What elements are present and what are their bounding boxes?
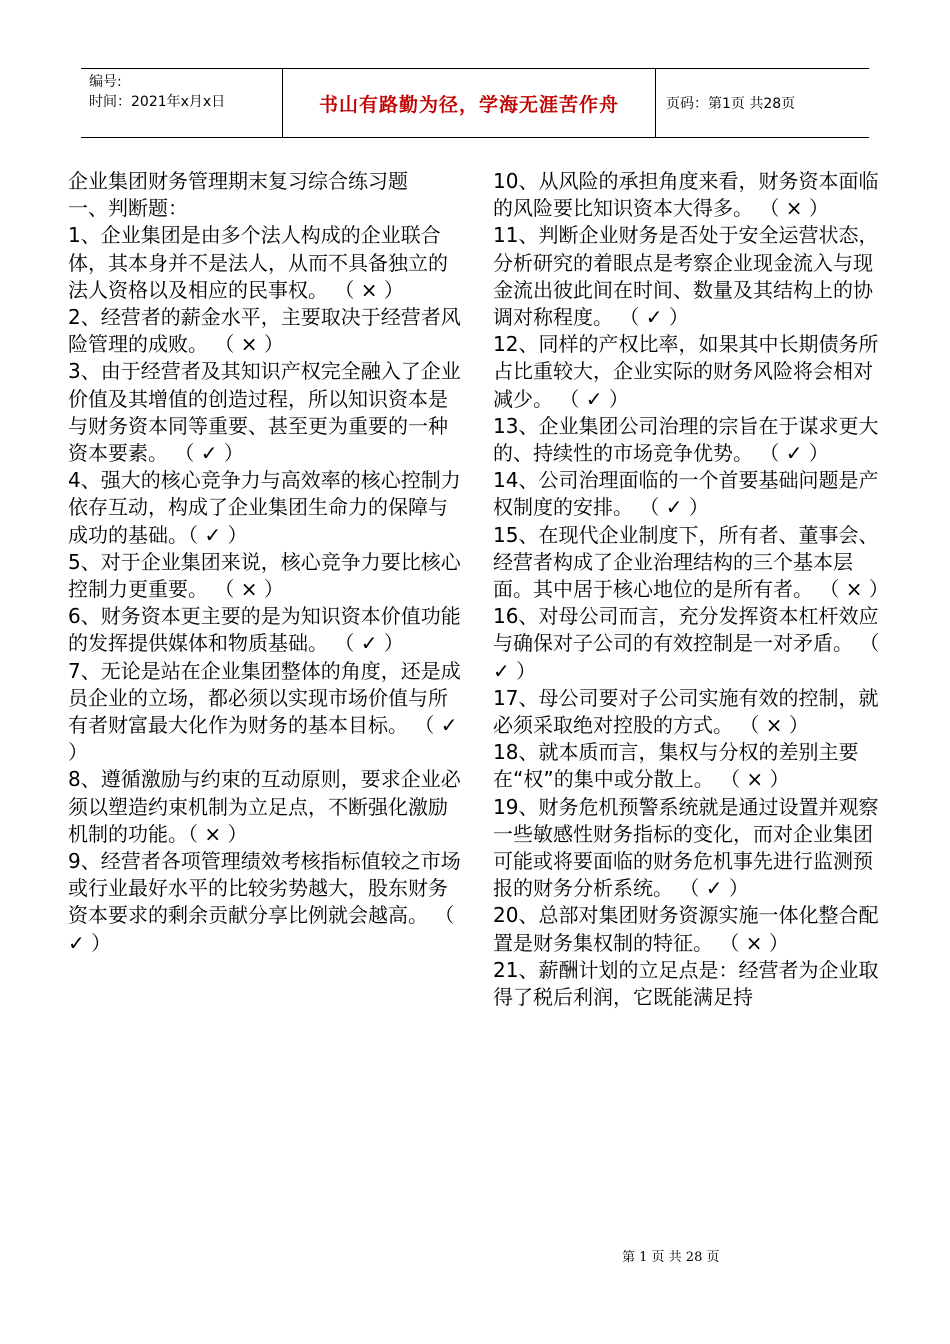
question-item: 21、薪酬计划的立足点是：经营者为企业取得了税后利润，它既能满足持 — [493, 957, 879, 1010]
question-item: 20、总部对集团财务资源实施一体化整合配置是财务集权制的特征。 （ × ） — [493, 903, 879, 955]
question-item: 16、对母公司而言，充分发挥资本杠杆效应与确保对子公司的有效控制是一对矛盾。 （ ✓ ） — [493, 604, 880, 683]
header-meta — [81, 69, 283, 137]
page-header — [81, 68, 869, 138]
question-item: 13、企业集团公司治理的宗旨在于谋求更大的、持续性的市场竞争优势。 （ ✓ ） — [493, 413, 879, 466]
question-item: 8、遵循激励与约束的互动原则，要求企业必须以塑造约束机制为立足点，不断强化激励机制的功能。（ × ） — [68, 767, 461, 846]
question-item: 7、无论是站在企业集团整体的角度，还是成员企业的立场，都必须以实现市场价值与所有者财富最大化作为财务的基本目标。 （ ✓ ） — [68, 658, 461, 765]
question-item: 17、母公司要对子公司实施有效的控制，就必须采取绝对控股的方式。 （ × ） — [493, 685, 879, 738]
footer-page-number: 第 1 页 共 28 页 — [622, 1250, 720, 1265]
question-item: 11、判断企业财务是否处于安全运营状态，分析研究的着眼点是考察企业现金流入与现金流出彼此间在时间、数量及其结构上的协调对称程度。 （ ✓ ） — [493, 223, 879, 330]
question-item: 12、同样的产权比率，如果其中长期债务所占比重较大，企业实际的财务风险将会相对减少。 （ ✓ ） — [493, 332, 879, 411]
question-item: 9、经营者各项管理绩效考核指标值较之市场或行业最好水平的比较劣势越大，股东财务资本要求的剩余贡献分享比例就会越高。 （ ✓ ） — [68, 849, 461, 955]
question-item: 19、财务危机预警系统就是通过设置并观察一些敏感性财务指标的变化，而对企业集团可能或将要面临的财务危机事先进行监测预报的财务分析系统。 （ ✓ ） — [493, 794, 879, 901]
doc-title: 企业集团财务管理期末复习综合练习题 — [68, 169, 408, 193]
header-motto-cell — [283, 69, 656, 137]
section-heading: 一、判断题： — [68, 196, 188, 221]
question-item: 4、强大的核心竞争力与高效率的核心控制力依存互动，构成了企业集团生命力的保障与成功的基础。（ ✓ ） — [68, 468, 461, 547]
question-item: 18、就本质而言，集权与分权的差别主要在“权”的集中或分散上。 （ × ） — [493, 740, 859, 792]
left-column — [68, 168, 463, 957]
header-page-info: 页码：第1页 共28页 — [666, 96, 796, 112]
question-item: 14、公司治理面临的一个首要基础问题是产权制度的安排。 （ ✓ ） — [493, 468, 879, 520]
doc-number-label: 编号: — [89, 74, 122, 90]
question-item: 15、在现代企业制度下，所有者、董事会、经营者构成了企业治理结构的三个基本层面。其中居于核心地位的是所有者。 （ × ） — [493, 522, 889, 602]
question-item: 5、对于企业集团来说，核心竞争力要比核心控制力更重要。 （ × ） — [68, 549, 461, 602]
question-item: 1、企业集团是由多个法人构成的企业联合体，其本身并不是法人，从而不具备独立的法人资格以及相应的民事权。 （ × ） — [68, 223, 448, 302]
header-motto: 书山有路勤为径，学海无涯苦作舟 — [318, 93, 619, 116]
question-item: 10、从风险的承担角度来看，财务资本面临的风险要比知识资本大得多。 （ × ） — [493, 169, 879, 221]
question-item: 6、财务资本更主要的是为知识资本价值功能的发挥提供媒体和物质基础。 （ ✓ ） — [68, 604, 461, 656]
question-item: 2、经营者的薪金水平，主要取决于经营者风险管理的成败。 （ × ） — [68, 305, 461, 357]
right-column — [493, 168, 888, 1011]
header-page-cell — [656, 69, 869, 137]
question-item: 3、由于经营者及其知识产权完全融入了企业价值及其增值的创造过程，所以知识资本是与财务资本同等重要、甚至更为重要的一种资本要素。 （ ✓ ） — [68, 359, 461, 466]
doc-time-label: 时间：2021年x月x日 — [89, 94, 226, 110]
